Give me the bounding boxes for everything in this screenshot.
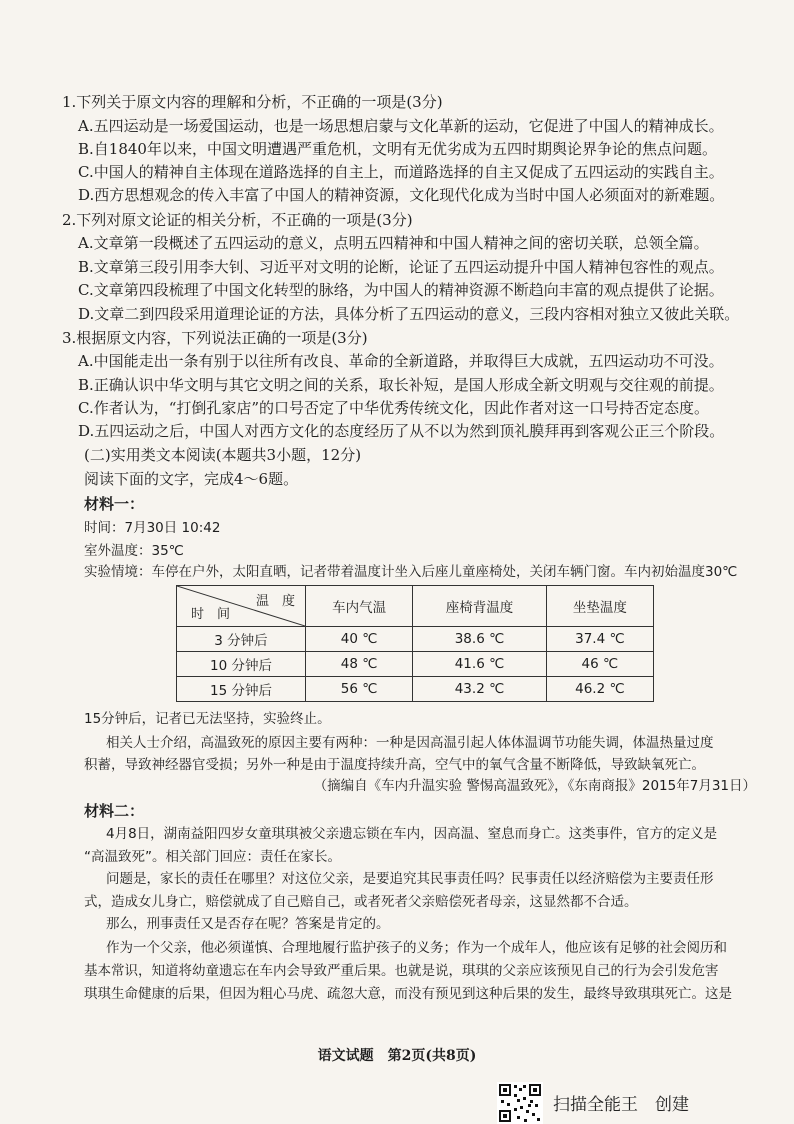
q1-option-b: B.自1840年以来，中国文明遭遇严重危机，文明有无优劣成为五四时期舆论界争论的焦点问题。 [78, 140, 717, 158]
experiment-time: 时间：7月30日 10:42 [84, 520, 221, 536]
q1-option-c: C.中国人的精神自主体现在道路选择的自主上，而道路选择的自主又促成了五四运动的实践自主。 [78, 163, 724, 181]
scanner-watermark: 扫描全能王 创建 [553, 1095, 689, 1115]
expert-line-2: 积蓄，导致神经器官受损；另外一种是由于温度持续升高，空气中的氧气含量不断降低，导致缺氧死亡。 [84, 757, 705, 773]
time-cell: 3 分钟后 [177, 627, 306, 652]
question-1-stem: 1.下列关于原文内容的理解和分析，不正确的一项是(3分) [62, 93, 443, 111]
table-cell: 56 ℃ [306, 677, 413, 702]
source-citation-1: （摘编自《车内升温实验 警惕高温致死》，《东南商报》2015年7月31日） [313, 778, 756, 794]
q3-option-c: C.作者认为，“打倒孔家店”的口号否定了中华优秀传统文化，因此作者对这一口号持否定态度。 [78, 399, 710, 417]
m2-para1-line1: 4月8日，湖南益阳四岁女童琪琪被父亲遗忘锁在车内，因高温、窒息而身亡。这类事件，官方的定义是 [106, 826, 718, 842]
q2-option-b: B.文章第三段引用李大钊、习近平对文明的论断，论证了五四运动提升中国人精神包容性的观点。 [78, 258, 724, 276]
header-cell: 车内气温 [306, 586, 413, 627]
m2-para4-line3: 琪琪生命健康的后果，但因为粗心马虎、疏忽大意，而没有预见到这种后果的发生，最终导致琪琪死亡。这是 [84, 986, 732, 1002]
qr-code-icon [497, 1082, 543, 1124]
q2-option-a: A.文章第一段概述了五四运动的意义，点明五四精神和中国人精神之间的密切关联，总领全篇。 [78, 234, 709, 252]
page-footer: 语文试题 第2页(共8页) [317, 1048, 477, 1064]
q2-option-d: D.文章二到四段采用道理论证的方法，具体分析了五四运动的意义，三段内容相对独立又彼此关联。 [78, 305, 740, 323]
q2-option-c: C.文章第四段梳理了中国文化转型的脉络，为中国人的精神资源不断趋向丰富的观点提供了论据。 [78, 281, 724, 299]
time-cell: 10 分钟后 [177, 652, 306, 677]
table-row [177, 652, 654, 677]
question-2-stem: 2.下列对原文论证的相关分析，不正确的一项是(3分) [62, 211, 413, 229]
question-3-stem: 3.根据原文内容，下列说法正确的一项是(3分) [62, 329, 368, 347]
q1-option-a: A.五四运动是一场爱国运动，也是一场思想启蒙与文化革新的运动，它促进了中国人的精神成长。 [78, 117, 724, 135]
header-cell: 坐垫温度 [546, 586, 653, 627]
table-cell: 43.2 ℃ [413, 677, 547, 702]
q3-option-b: B.正确认识中华文明与其它文明之间的关系，取长补短，是国人形成全新文明观与交往观的前提。 [78, 376, 724, 394]
m2-para3: 那么，刑事责任又是否存在呢？答案是肯定的。 [106, 916, 390, 932]
table-cell: 40 ℃ [306, 627, 413, 652]
temperature-table [176, 585, 654, 702]
table-cell: 46.2 ℃ [546, 677, 653, 702]
m2-para4-line2: 基本常识，知道将幼童遗忘在车内会导致严重后果。也就是说，琪琪的父亲应该预见自己的行为会引发危害 [84, 963, 719, 979]
table-cell: 38.6 ℃ [413, 627, 547, 652]
m2-para2-line2: 式，造成女儿身亡，赔偿就成了自己赔自己，或者死者父亲赔偿死者母亲，这显然都不合适。 [84, 894, 638, 910]
time-cell: 15 分钟后 [177, 677, 306, 702]
experiment-scenario: 实验情境：车停在户外，太阳直晒，记者带着温度计坐入后座儿童座椅处，关闭车辆门窗。车内初始温度30℃ [84, 564, 738, 580]
section-instruction: 阅读下面的文字，完成4～6题。 [84, 470, 299, 488]
m2-para2-line1: 问题是，家长的责任在哪里？对这位父亲，是要追究其民事责任吗？民事责任以经济赔偿为主要责任形 [106, 871, 714, 887]
expert-line-1: 相关人士介绍，高温致死的原因主要有两种：一种是因高温引起人体体温调节功能失调，体温热量过度 [106, 735, 714, 751]
table-row [177, 677, 654, 702]
q3-option-a: A.中国能走出一条有别于以往所有改良、革命的全新道路，并取得巨大成就，五四运动功不可没。 [78, 352, 724, 370]
table-cell: 41.6 ℃ [413, 652, 547, 677]
q1-option-d: D.西方思想观念的传入丰富了中国人的精神资源，文化现代化成为当时中国人必须面对的新难题。 [78, 186, 725, 204]
corner-top-label: 温 度 [255, 594, 295, 609]
table-cell: 37.4 ℃ [546, 627, 653, 652]
table-cell: 48 ℃ [306, 652, 413, 677]
section-heading: (二)实用类文本阅读(本题共3小题，12分) [84, 446, 362, 464]
material1-title: 材料一： [84, 495, 145, 513]
corner-bottom-label: 时 间 [191, 607, 231, 622]
table-row [177, 627, 654, 652]
m2-para1-line2: “高温致死”。相关部门回应：责任在家长。 [84, 849, 341, 865]
table-cell: 46 ℃ [546, 652, 653, 677]
header-cell: 座椅背温度 [413, 586, 547, 627]
m2-para4-line1: 作为一个父亲，他必须谨慎、合理地履行监护孩子的义务；作为一个成年人，他应该有足够的社会阅历和 [106, 940, 727, 956]
outdoor-temperature: 室外温度：35℃ [84, 543, 184, 559]
q3-option-d: D.五四运动之后，中国人对西方文化的态度经历了从不以为然到顶礼膜拜再到客观公正三个阶段。 [78, 422, 725, 440]
after-table-text: 15分钟后，记者已无法坚持，实验终止。 [84, 711, 331, 727]
table-corner-cell [177, 586, 306, 627]
material2-title: 材料二： [84, 802, 145, 820]
